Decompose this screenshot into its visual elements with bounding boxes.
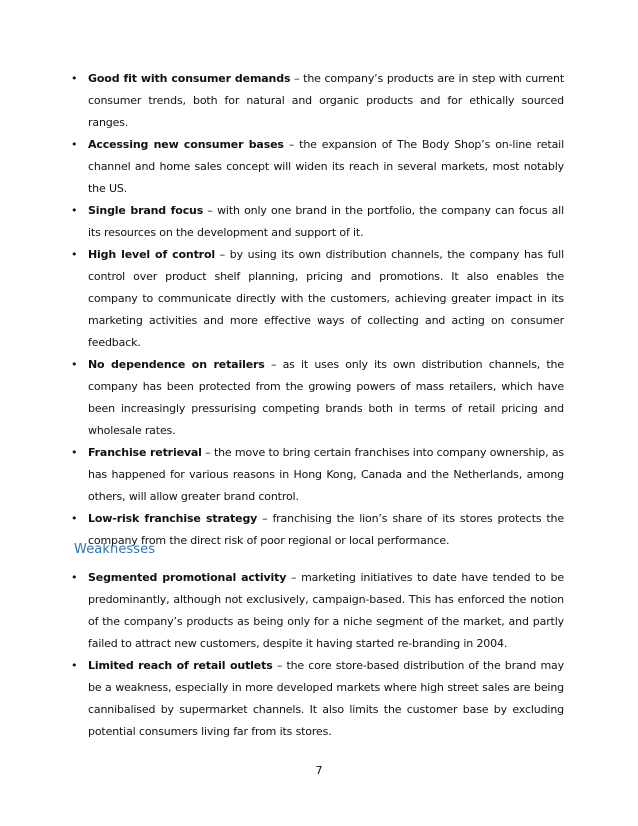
- bullet-icon: •: [71, 138, 78, 151]
- bullet-icon: •: [71, 659, 78, 672]
- list-item: [71, 68, 565, 134]
- list-item-description: – the core store-based distribution of the brand may be a weakness, especially in more developed markets where high street sales are being cannibalised by supermarket channels. It also limits the customer base by excluding potential consumers living far from its stores.: [88, 659, 564, 738]
- list-item-description: – marketing initiatives to date have tended to be predominantly, although not exclusively, campaign-based. This has enforced the notion of the company’s products as being only for a niche segment of the market, and partly failed to attract new customers, despite it having started re-branding in 2004.: [88, 571, 564, 650]
- list-item-text: [88, 134, 564, 200]
- list-item-term: Franchise retrieval: [88, 446, 202, 459]
- list-item-description: – the company’s products are in step with current consumer trends, both for natural and organic products and for ethically sourced ranges.: [88, 72, 565, 129]
- list-item-term: Single brand focus: [88, 204, 204, 217]
- bullet-icon: •: [71, 512, 78, 525]
- list-item: [71, 442, 564, 508]
- list-item: [71, 200, 564, 244]
- bullet-icon: •: [71, 571, 78, 584]
- list-item: [71, 655, 564, 743]
- list-item-description: – by using its own distribution channels, the company has full control over product shelf planning, pricing and promotions. It also enables the company to communicate directly with the customers, achieving greater impact in its marketing activities and more effective ways of collecting and acting on consumer feedback.: [88, 248, 564, 349]
- list-item-term: Good fit with consumer demands: [88, 72, 291, 85]
- weaknesses-list: [71, 567, 564, 743]
- list-item-text: [88, 655, 564, 743]
- list-item-text: [88, 442, 564, 508]
- page-number: 7: [315, 764, 323, 777]
- list-item: [71, 244, 564, 354]
- list-item: [71, 567, 564, 655]
- list-item-term: Limited reach of retail outlets: [88, 659, 273, 672]
- bullet-icon: •: [71, 358, 78, 371]
- list-item-description: – franchising the lion’s share of its stores protects the company from the direct risk of poor regional or local performance.: [88, 512, 564, 547]
- list-item-term: Low-risk franchise strategy: [88, 512, 258, 525]
- list-item-description: – the expansion of The Body Shop’s on-line retail channel and home sales concept will widen its reach in several markets, most notably the US.: [88, 138, 564, 195]
- bullet-icon: •: [71, 204, 78, 217]
- list-item-description: – with only one brand in the portfolio, the company can focus all its resources on the development and support of it.: [88, 204, 564, 239]
- list-item-text: [88, 508, 564, 552]
- strengths-list: [71, 68, 565, 552]
- bullet-icon: •: [71, 248, 78, 261]
- bullet-icon: •: [71, 72, 78, 85]
- list-item-text: [88, 354, 564, 442]
- list-item-description: – the move to bring certain franchises into company ownership, as has happened for various reasons in Hong Kong, Canada and the Netherlands, among others, will allow greater brand control.: [88, 446, 564, 503]
- list-item-text: [88, 200, 564, 244]
- list-item: [71, 508, 564, 552]
- list-item: [71, 354, 564, 442]
- list-item-term: Accessing new consumer bases: [88, 138, 284, 151]
- list-item-term: No dependence on retailers: [88, 358, 265, 371]
- list-item-term: Segmented promotional activity: [88, 571, 287, 584]
- weaknesses-heading: Weaknesses: [74, 542, 156, 557]
- list-item-text: [88, 244, 564, 354]
- list-item-text: [88, 567, 564, 655]
- list-item: [71, 134, 564, 200]
- list-item-term: High level of control: [88, 248, 215, 261]
- bullet-icon: •: [71, 446, 78, 459]
- list-item-text: [88, 68, 564, 134]
- list-item-description: – as it uses only its own distribution channels, the company has been protected from the growing powers of mass retailers, which have been increasingly pressurising competing brands both in terms of retail pricing and wholesale rates.: [88, 358, 564, 437]
